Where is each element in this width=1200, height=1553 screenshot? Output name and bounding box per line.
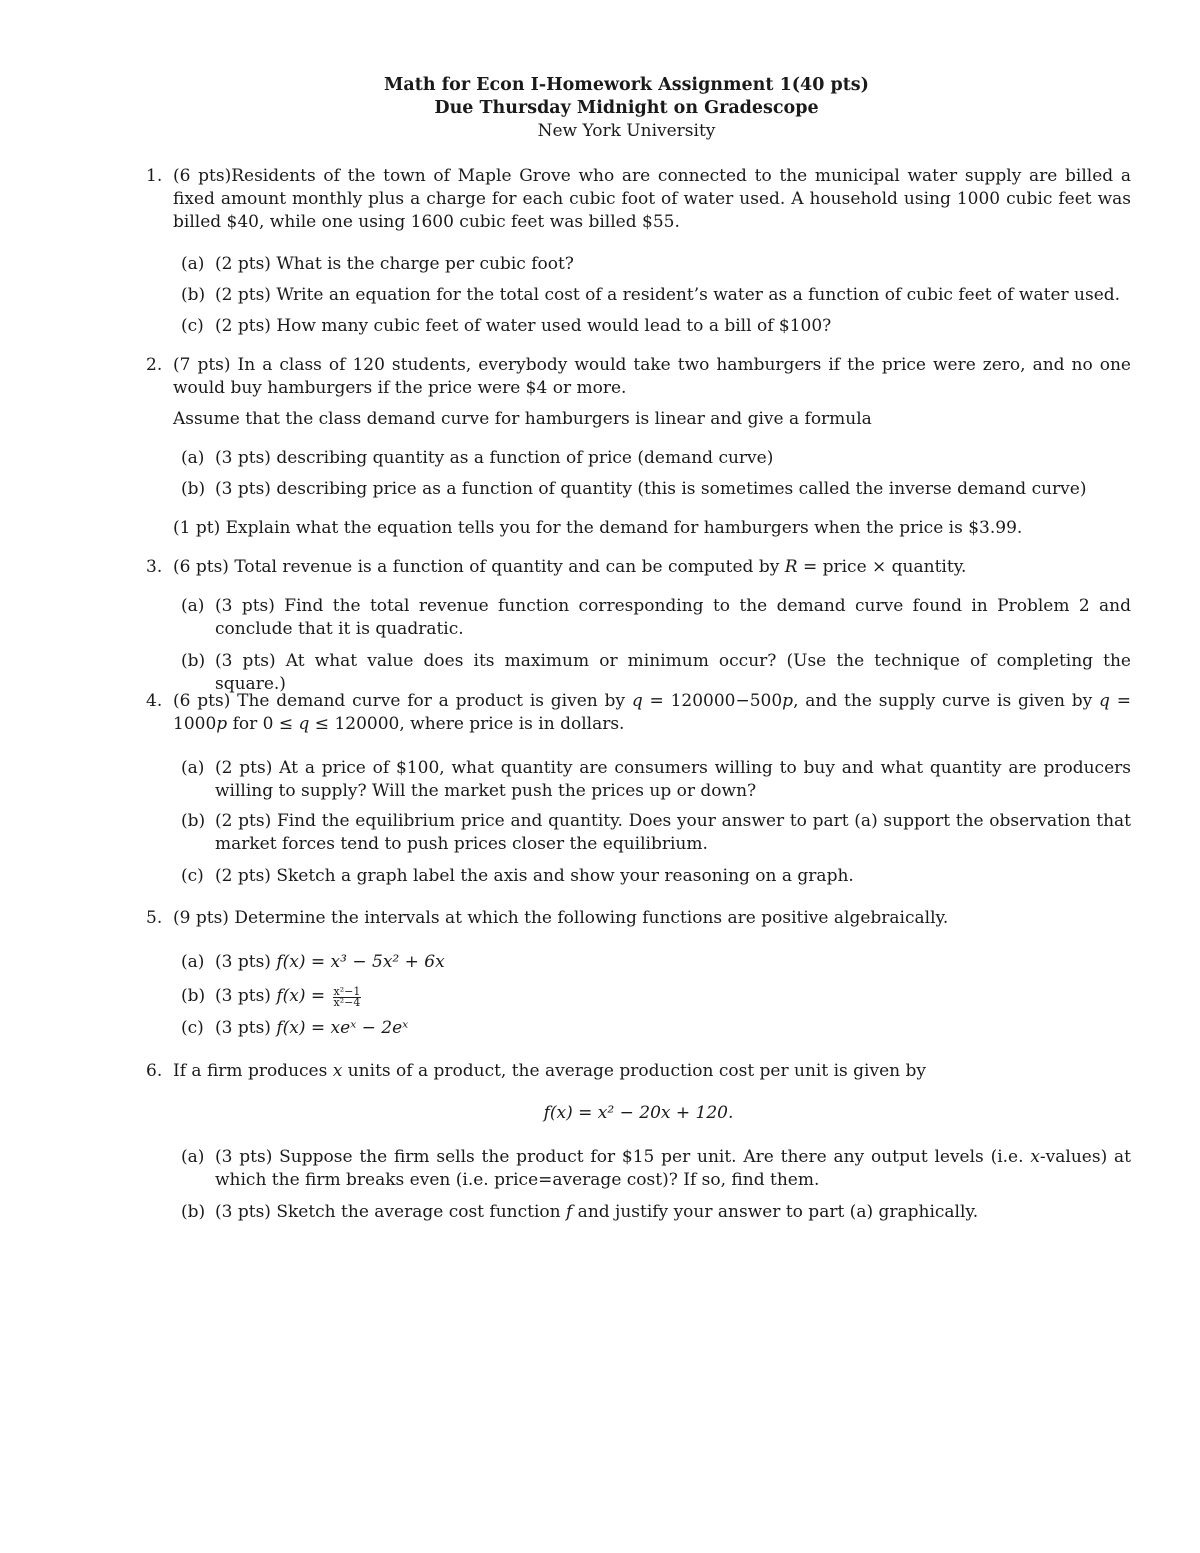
text-segment: -values) at which the firm breaks even (i.e. price=average cost)? If so, find them. [215, 1147, 1131, 1190]
part-text [215, 1017, 1131, 1040]
question-5a [181, 951, 1131, 974]
text-segment: ≤ 120000, where price is in dollars. [309, 714, 625, 734]
part-text: (2 pts) Find the equilibrium price and quantity. Does your answer to part (a) support the observation that market forces tend to push prices closer the equilibrium. [215, 811, 1131, 854]
question-text: (6 pts)Residents of the town of Maple Grove who are connected to the municipal water supply are billed a fixed amount monthly plus a charge for each cubic foot of water used. A household using 1000 cubic feet was billed $40, while one using 1600 cubic feet was billed $55. [173, 166, 1131, 232]
document-header [0, 74, 1200, 143]
question-2-explain: (1 pt) Explain what the equation tells you for the demand for hamburgers when the price is $3.99. [173, 518, 1023, 538]
variable-x: x [1030, 1147, 1040, 1167]
text-segment: (3 pts) Sketch the average cost function [215, 1202, 566, 1222]
question-3 [146, 556, 1131, 579]
question-number: 4. [146, 691, 163, 711]
part-text: (3 pts) At what value does its maximum or minimum occur? (Use the technique of completing the square.) [215, 651, 1131, 694]
part-text: (3 pts) Find the total revenue function corresponding to the demand curve found in Problem 2 and conclude that it is quadratic. [215, 596, 1131, 639]
text-segment: , and the supply curve is given by [793, 691, 1100, 711]
function-name: f(x) = [276, 952, 331, 972]
question-1b [181, 284, 1131, 307]
question-2a [181, 447, 1131, 470]
part-label: (b) [181, 651, 206, 671]
question-5 [146, 907, 1131, 930]
question-number: 6. [146, 1061, 163, 1081]
question-4a [181, 757, 1131, 803]
function-expression: xeˣ − 2eˣ [330, 1018, 409, 1038]
points-label: (3 pts) [215, 952, 271, 972]
document-title: Math for Econ I-Homework Assignment 1(40 pts) [384, 75, 869, 95]
function-expression: x³ − 5x² + 6x [330, 952, 445, 972]
variable-p: p [216, 714, 228, 734]
question-1a [181, 253, 1131, 276]
text-segment: units of a product, the average production cost per unit is given by [342, 1061, 926, 1081]
part-label: (a) [181, 1147, 205, 1167]
part-text [215, 1146, 1131, 1192]
part-label: (c) [181, 316, 204, 336]
question-5b [181, 985, 1131, 1008]
function-name: f(x) = [276, 1018, 331, 1038]
university-name: New York University [537, 121, 716, 141]
question-number: 2. [146, 355, 163, 375]
variable-p: p [782, 691, 794, 711]
text-segment: (6 pts) The demand curve for a product is given by [173, 691, 632, 711]
variable-r: R [784, 557, 798, 577]
part-label: (c) [181, 866, 204, 886]
part-label: (b) [181, 285, 206, 305]
fraction [333, 987, 362, 1008]
text-segment: = price × quantity. [797, 557, 967, 577]
part-label: (a) [181, 596, 205, 616]
part-text: (2 pts) Write an equation for the total cost of a resident’s water as a function of cubic feet of water used. [215, 285, 1121, 305]
text-segment: (3 pts) Suppose the firm sells the product for $15 per unit. Are there any output levels (i.e. [215, 1147, 1031, 1167]
question-2b [181, 478, 1131, 501]
part-text: (2 pts) What is the charge per cubic foot? [215, 254, 574, 274]
question-number: 3. [146, 557, 163, 577]
part-text: (2 pts) Sketch a graph label the axis and show your reasoning on a graph. [215, 866, 854, 886]
question-number: 1. [146, 166, 163, 186]
points-label: (3 pts) [215, 1018, 271, 1038]
question-4c [181, 865, 1131, 888]
question-text [173, 690, 1131, 736]
text-segment: If a firm produces [173, 1061, 333, 1081]
question-text [173, 1060, 1131, 1083]
question-2-assumption: Assume that the class demand curve for hamburgers is linear and give a formula [173, 409, 872, 429]
question-6a [181, 1146, 1131, 1192]
points-label: (3 pts) [215, 986, 271, 1006]
function-name: f(x) = [276, 986, 331, 1006]
part-label: (b) [181, 1202, 206, 1222]
question-3a [181, 595, 1131, 641]
variable-q: q [298, 714, 310, 734]
part-text [215, 1201, 1131, 1224]
text-segment: for 0 ≤ [232, 714, 299, 734]
question-2 [146, 354, 1131, 400]
part-text: (2 pts) At a price of $100, what quantity are consumers willing to buy and what quantity are producers willing to supply? Will the market push the prices up or down? [215, 758, 1131, 801]
question-6b [181, 1201, 1131, 1224]
fraction-numerator: x²−1 [333, 985, 361, 998]
variable-f: f [565, 1202, 573, 1222]
variable-x: x [332, 1061, 343, 1081]
question-5c [181, 1017, 1131, 1040]
text-segment: and justify your answer to part (a) graphically. [572, 1202, 979, 1222]
part-label: (c) [181, 1018, 204, 1038]
question-1c [181, 315, 1131, 338]
text-segment: = 120000−500 [642, 691, 783, 711]
question-number: 5. [146, 908, 163, 928]
part-label: (a) [181, 254, 205, 274]
part-text [215, 985, 1131, 1008]
variable-q: q [631, 691, 643, 711]
question-1 [146, 165, 1131, 234]
cost-equation [146, 1102, 1131, 1125]
part-text [215, 951, 1131, 974]
fraction-denominator: x²−4 [333, 996, 361, 1009]
due-date-line: Due Thursday Midnight on Gradescope [434, 98, 819, 118]
part-label: (b) [181, 986, 206, 1006]
question-text [173, 556, 1131, 579]
part-label: (a) [181, 758, 205, 778]
part-label: (b) [181, 479, 206, 499]
part-text: (3 pts) describing price as a function of quantity (this is sometimes called the inverse demand curve) [215, 479, 1087, 499]
variable-q: q [1099, 691, 1110, 711]
text-segment: = 1000 [173, 691, 1131, 734]
question-text: (9 pts) Determine the intervals at which the following functions are positive algebraically. [173, 908, 949, 928]
question-6 [146, 1060, 1131, 1083]
question-4 [146, 690, 1131, 736]
part-label: (b) [181, 811, 206, 831]
question-text: (7 pts) In a class of 120 students, everybody would take two hamburgers if the price were zero, and no one would buy hamburgers if the price were $4 or more. [173, 355, 1131, 398]
question-4b [181, 810, 1131, 856]
equation-text: f(x) = x² − 20x + 120. [543, 1103, 734, 1123]
part-text: (2 pts) How many cubic feet of water used would lead to a bill of $100? [215, 316, 832, 336]
text-segment: (6 pts) Total revenue is a function of quantity and can be computed by [173, 557, 785, 577]
part-label: (a) [181, 448, 205, 468]
part-text: (3 pts) describing quantity as a function of price (demand curve) [215, 448, 774, 468]
part-label: (a) [181, 952, 205, 972]
